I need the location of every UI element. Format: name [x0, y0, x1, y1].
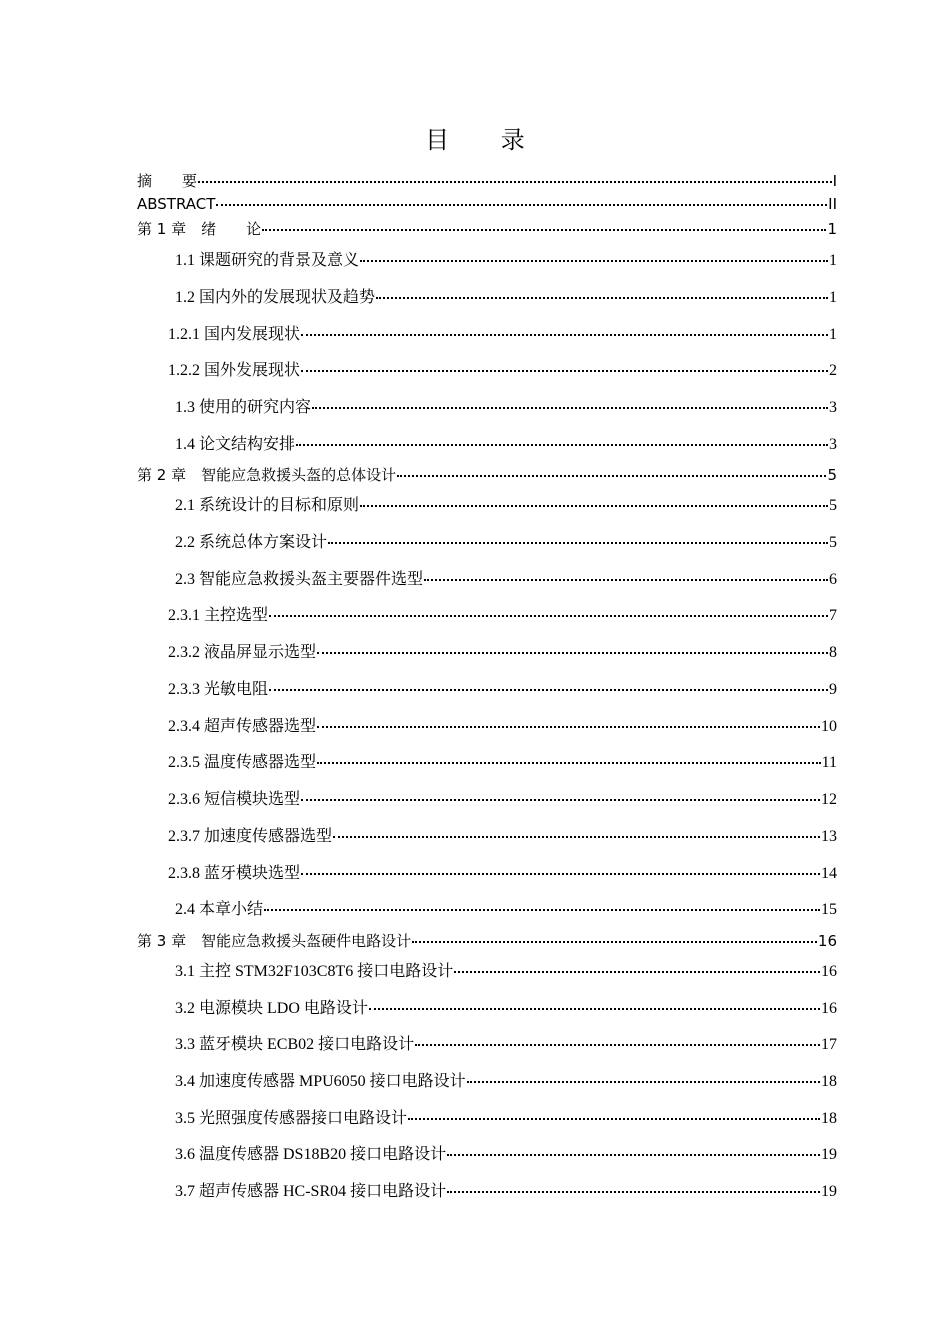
toc-entry[interactable]: [175, 899, 837, 921]
toc-entry-page-number: I: [832, 172, 837, 190]
toc-entry[interactable]: [168, 360, 837, 382]
toc-entry-label: 1.3 使用的研究内容: [175, 399, 312, 416]
toc-entry[interactable]: [168, 826, 837, 848]
toc-entry-label: 1.4 论文结构安排: [175, 436, 296, 453]
toc-entry-label: 3.1 主控 STM32F103C8T6 接口电路设计: [175, 963, 454, 980]
toc-entry[interactable]: [175, 1071, 837, 1093]
toc-entry[interactable]: [175, 1144, 837, 1166]
toc-entry[interactable]: [175, 1108, 837, 1130]
dot-leader: [317, 762, 821, 764]
dot-leader: [262, 229, 826, 231]
toc-entry-label: 2.3.6 短信模块选型: [168, 791, 301, 808]
dot-leader: [216, 204, 827, 206]
toc-entry-label: ABSTRACT: [137, 195, 216, 213]
toc-entry[interactable]: [175, 250, 837, 272]
toc-entry-page-number: 1: [829, 326, 837, 343]
toc-entry[interactable]: [175, 961, 837, 983]
toc-entry-page-number: II: [828, 195, 837, 213]
toc-entry[interactable]: [137, 170, 837, 192]
dot-leader: [415, 1044, 820, 1046]
toc-entry-label: 3.2 电源模块 LDO 电路设计: [175, 1000, 368, 1017]
dot-leader: [397, 475, 826, 477]
toc-entry[interactable]: [137, 930, 837, 952]
toc-entry-label: 3.6 温度传感器 DS18B20 接口电路设计: [175, 1146, 447, 1163]
toc-entry-label: 2.3.4 超声传感器选型: [168, 718, 317, 735]
toc-entry-label: 3.3 蓝牙模块 ECB02 接口电路设计: [175, 1036, 415, 1053]
toc-entry[interactable]: [168, 752, 837, 774]
toc-entry-page-number: 18: [821, 1110, 837, 1127]
toc-entry-page-number: 7: [829, 607, 837, 624]
toc-entry[interactable]: [168, 605, 837, 627]
toc-entry-label: 1.2 国内外的发展现状及趋势: [175, 289, 376, 306]
toc-entry[interactable]: [168, 716, 837, 738]
toc-entry[interactable]: [175, 1181, 837, 1203]
toc-entry[interactable]: [175, 434, 837, 456]
toc-entry[interactable]: [168, 679, 837, 701]
toc-entry-page-number: 16: [821, 963, 837, 980]
toc-entry-page-number: 13: [821, 828, 837, 845]
toc-entry-page-number: 15: [821, 901, 837, 918]
toc-entry[interactable]: [137, 218, 837, 240]
toc-entry-label: 2.3.7 加速度传感器选型: [168, 828, 333, 845]
toc-entry[interactable]: [168, 642, 837, 664]
dot-leader: [369, 1008, 820, 1010]
toc-entry-page-number: 5: [827, 466, 837, 484]
dot-leader: [296, 444, 828, 446]
dot-leader: [333, 836, 820, 838]
toc-entry-label: 第 1 章 绪 论: [137, 220, 262, 238]
toc-entry-label: 1.2.2 国外发展现状: [168, 362, 301, 379]
toc-entry-page-number: 6: [829, 571, 837, 588]
toc-entry-page-number: 8: [829, 644, 837, 661]
toc-entry[interactable]: [175, 569, 837, 591]
toc-entry-label: 第 2 章 智能应急救援头盔的总体设计: [137, 466, 397, 484]
toc-entry-label: 1.2.1 国内发展现状: [168, 326, 301, 343]
toc-entry[interactable]: [175, 287, 837, 309]
toc-entry[interactable]: [168, 863, 837, 885]
dot-leader: [424, 579, 828, 581]
toc-entry[interactable]: [175, 495, 837, 517]
dot-leader: [376, 297, 828, 299]
dot-leader: [301, 873, 820, 875]
dot-leader: [317, 726, 820, 728]
toc-entry-page-number: 16: [817, 932, 837, 950]
toc-entry-label: 2.3.5 温度传感器选型: [168, 754, 317, 771]
toc-entry-label: 2.3.1 主控选型: [168, 607, 269, 624]
dot-leader: [447, 1154, 820, 1156]
toc-entry-label: 2.4 本章小结: [175, 901, 264, 918]
toc-entry-page-number: 3: [829, 436, 837, 453]
toc-entry-label: 3.4 加速度传感器 MPU6050 接口电路设计: [175, 1073, 466, 1090]
toc-entry-page-number: 16: [821, 1000, 837, 1017]
dot-leader: [301, 799, 820, 801]
toc-entry-page-number: 11: [821, 754, 837, 771]
dot-leader: [447, 1191, 820, 1193]
toc-entry-label: 摘 要: [137, 172, 198, 190]
toc-entry[interactable]: [175, 397, 837, 419]
toc-entry-page-number: 10: [821, 718, 837, 735]
dot-leader: [454, 971, 820, 973]
toc-entry-page-number: 1: [829, 252, 837, 269]
toc-entry-page-number: 9: [829, 681, 837, 698]
toc-entry-page-number: 5: [829, 534, 837, 551]
toc-entry-page-number: 1: [827, 220, 837, 238]
dot-leader: [360, 505, 828, 507]
dot-leader: [198, 181, 832, 183]
toc-entry-page-number: 3: [829, 399, 837, 416]
toc-entry-label: 2.3.3 光敏电阻: [168, 681, 269, 698]
toc-entry-label: 2.3.8 蓝牙模块选型: [168, 865, 301, 882]
page-title: 目 录: [425, 126, 547, 154]
toc-entry-label: 2.1 系统设计的目标和原则: [175, 497, 360, 514]
dot-leader: [269, 689, 828, 691]
toc-entry[interactable]: [137, 193, 837, 215]
dot-leader: [412, 941, 817, 943]
toc-entry-page-number: 1: [829, 289, 837, 306]
dot-leader: [408, 1118, 820, 1120]
dot-leader: [269, 615, 828, 617]
dot-leader: [301, 370, 828, 372]
toc-entry-label: 2.3 智能应急救援头盔主要器件选型: [175, 571, 424, 588]
dot-leader: [328, 542, 828, 544]
toc-entry-page-number: 5: [829, 497, 837, 514]
dot-leader: [467, 1081, 820, 1083]
toc-entry-label: 2.3.2 液晶屏显示选型: [168, 644, 317, 661]
toc-entry[interactable]: [168, 789, 837, 811]
toc-entry-page-number: 18: [821, 1073, 837, 1090]
toc-entry[interactable]: [175, 998, 837, 1020]
toc-entry-label: 3.7 超声传感器 HC-SR04 接口电路设计: [175, 1183, 447, 1200]
toc-entry-page-number: 19: [821, 1146, 837, 1163]
toc-entry-page-number: 14: [821, 865, 837, 882]
toc-entry[interactable]: [168, 324, 837, 346]
dot-leader: [317, 652, 828, 654]
dot-leader: [360, 260, 828, 262]
toc-entry-label: 1.1 课题研究的背景及意义: [175, 252, 360, 269]
toc-entry-page-number: 19: [821, 1183, 837, 1200]
toc-entry-page-number: 12: [821, 791, 837, 808]
toc-entry-page-number: 17: [821, 1036, 837, 1053]
toc-entry-page-number: 2: [829, 362, 837, 379]
dot-leader: [264, 909, 820, 911]
toc-entry[interactable]: [175, 1034, 837, 1056]
toc-entry-label: 2.2 系统总体方案设计: [175, 534, 328, 551]
toc-entry[interactable]: [175, 532, 837, 554]
dot-leader: [301, 334, 828, 336]
dot-leader: [312, 407, 828, 409]
toc-entry[interactable]: [137, 464, 837, 486]
toc-entry-label: 第 3 章 智能应急救援头盔硬件电路设计: [137, 932, 412, 950]
toc-entry-label: 3.5 光照强度传感器接口电路设计: [175, 1110, 408, 1127]
